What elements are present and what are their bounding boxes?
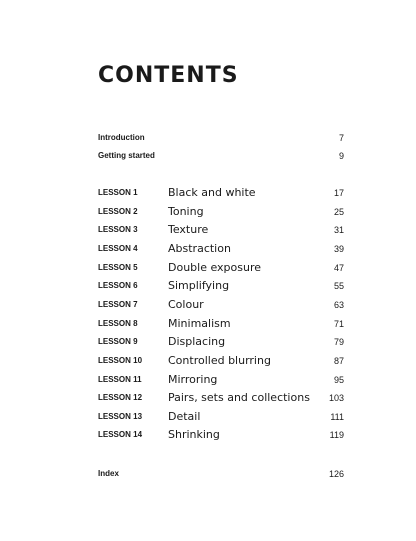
lesson-label: LESSON 11: [98, 375, 142, 384]
lesson-label: LESSON 14: [98, 430, 143, 439]
toc-entry-getting-started[interactable]: [98, 148, 344, 164]
lesson-label: LESSON 9: [98, 337, 138, 346]
page-title: CONTENTS: [98, 63, 239, 88]
toc-entry-lesson-9[interactable]: [98, 334, 344, 350]
toc-entry-introduction[interactable]: [98, 130, 344, 146]
entry-label: Getting started: [98, 151, 155, 160]
lesson-label: LESSON 13: [98, 412, 143, 421]
lesson-title: Mirroring: [168, 373, 218, 386]
toc-entry-lesson-1[interactable]: [98, 185, 344, 201]
page-number: 9: [338, 151, 344, 161]
lesson-label: LESSON 8: [98, 319, 138, 328]
page-number: 103: [328, 393, 344, 403]
toc-entry-lesson-6[interactable]: [98, 278, 344, 294]
toc-entry-lesson-8[interactable]: [98, 316, 344, 332]
lesson-title: Displacing: [168, 335, 226, 348]
page-number: 87: [333, 356, 344, 366]
page-number: 126: [328, 469, 344, 479]
lesson-title: Black and white: [168, 186, 256, 199]
page-number: 39: [333, 244, 344, 254]
lesson-title: Minimalism: [168, 317, 231, 330]
toc-entry-lesson-4[interactable]: [98, 241, 344, 257]
page-number: 95: [333, 375, 344, 385]
lesson-label: LESSON 2: [98, 207, 138, 216]
lesson-title: Simplifying: [168, 279, 230, 292]
lesson-label: LESSON 6: [98, 281, 138, 290]
toc-entry-lesson-13[interactable]: [98, 409, 344, 425]
page-number: 71: [333, 319, 344, 329]
lesson-title: Colour: [168, 298, 204, 311]
page-number: 31: [333, 225, 344, 235]
entry-label: Index: [98, 469, 119, 478]
page-number: 55: [333, 281, 344, 291]
page-number: 17: [333, 188, 344, 198]
page-number: 79: [333, 337, 344, 347]
page-number: 119: [329, 430, 344, 440]
lesson-label: LESSON 3: [98, 225, 138, 234]
toc-entry-lesson-12[interactable]: [98, 390, 344, 406]
lesson-label: LESSON 5: [98, 263, 138, 272]
lesson-title: Controlled blurring: [168, 354, 271, 367]
lesson-title: Double exposure: [168, 261, 262, 274]
page-number: 63: [333, 300, 344, 310]
toc-entry-lesson-11[interactable]: [98, 372, 344, 388]
toc-entry-lesson-7[interactable]: [98, 297, 344, 313]
lesson-title: Texture: [168, 223, 209, 236]
lesson-label: LESSON 7: [98, 300, 138, 309]
page-number: 111: [330, 412, 344, 422]
page-number: 7: [338, 133, 344, 143]
toc-entry-lesson-14[interactable]: [98, 427, 344, 443]
lesson-title: Detail: [168, 410, 201, 423]
lesson-title: Shrinking: [168, 428, 220, 441]
page-number: 25: [333, 207, 344, 217]
lesson-label: LESSON 1: [98, 188, 138, 197]
toc-entry-lesson-5[interactable]: [98, 260, 344, 276]
lesson-title: Abstraction: [168, 242, 231, 255]
lesson-label: LESSON 4: [98, 244, 138, 253]
toc-entry-lesson-10[interactable]: [98, 353, 344, 369]
toc-entry-index[interactable]: [98, 466, 344, 482]
lesson-title: Toning: [168, 205, 204, 218]
toc-entry-lesson-3[interactable]: [98, 222, 344, 238]
lesson-label: LESSON 10: [98, 356, 143, 365]
page-number: 47: [333, 263, 344, 273]
toc-entry-lesson-2[interactable]: [98, 204, 344, 220]
lesson-label: LESSON 12: [98, 393, 143, 402]
entry-label: Introduction: [98, 133, 145, 142]
lesson-title: Pairs, sets and collections: [168, 391, 310, 404]
